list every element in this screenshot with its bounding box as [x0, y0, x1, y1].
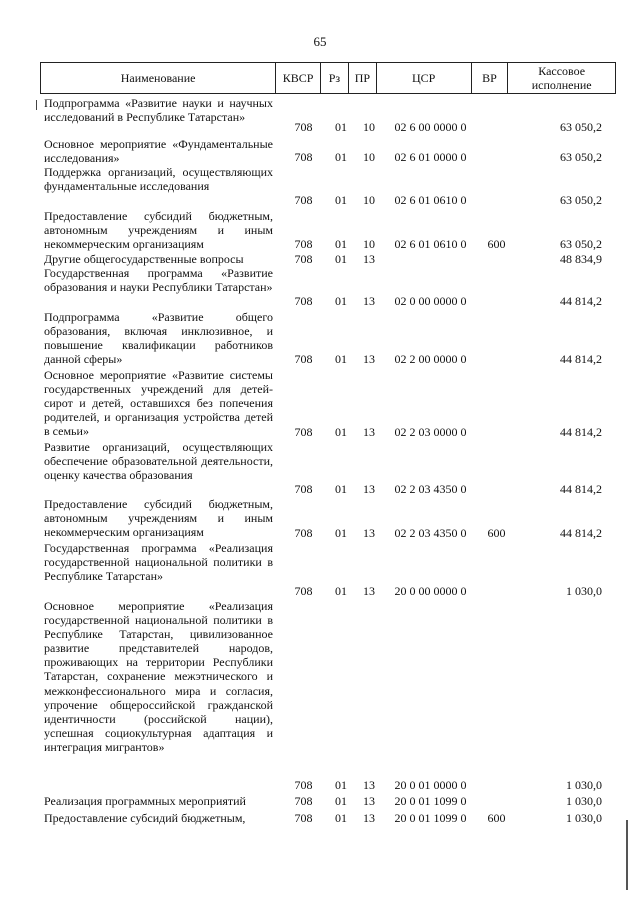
row-kvsr: 708 — [294, 294, 313, 308]
table-row — [0, 440, 640, 496]
row-sum: 63 050,2 — [560, 120, 602, 134]
row-kvsr: 708 — [294, 120, 313, 134]
row-pr: 10 — [363, 237, 375, 251]
table-row — [0, 165, 640, 207]
row-kvsr: 708 — [294, 526, 313, 540]
table-row — [0, 497, 640, 540]
row-kvsr: 708 — [294, 237, 313, 251]
row-sum: 63 050,2 — [560, 237, 602, 251]
row-name: Основное мероприятие «Фундаментальные исследования» — [44, 137, 273, 166]
row-csr: 20 0 00 0000 0 — [394, 584, 467, 598]
row-kvsr: 708 — [294, 584, 313, 598]
row-rz: 01 — [335, 193, 347, 207]
row-kvsr: 708 — [294, 352, 313, 366]
row-csr: 02 6 00 0000 0 — [394, 120, 467, 134]
row-kvsr: 708 — [294, 811, 313, 825]
row-kvsr: 708 — [294, 150, 313, 164]
scan-edge-mark — [626, 820, 628, 890]
row-name: Подпрограмма «Развитие общего образования, включая инклюзивное, и повышение квалификации работников данной сферы» — [44, 310, 273, 367]
column-header-pr: ПР — [349, 63, 377, 93]
row-sum: 44 814,2 — [560, 294, 602, 308]
row-csr: 20 0 01 1099 0 — [394, 811, 467, 825]
row-pr: 10 — [363, 193, 375, 207]
row-sum: 1 030,0 — [566, 584, 602, 598]
column-header-vr: ВР — [472, 63, 509, 93]
row-rz: 01 — [335, 150, 347, 164]
table-row — [0, 137, 640, 164]
row-name: Основное мероприятие «Реализация государственной национальной политики в Республике Татарстан, цивилизованное развитие представителей народов, проживающих на территории Республики Татарстан, сохранение межэтнического и межконфессионального мира и согласия, упрочение общероссийской гражданской идентичности (российской нации), успешная социокультурная адаптация и интеграция мигрантов» — [44, 599, 273, 754]
row-rz: 01 — [335, 352, 347, 366]
row-pr: 13 — [363, 584, 375, 598]
row-vr: 600 — [487, 237, 506, 251]
row-csr: 20 0 01 1099 0 — [394, 794, 467, 808]
column-header-csr: ЦСР — [377, 63, 472, 93]
row-pr: 10 — [363, 120, 375, 134]
row-rz: 01 — [335, 811, 347, 825]
row-kvsr: 708 — [294, 252, 313, 266]
row-name: Предоставление субсидий бюджетным, — [44, 811, 246, 825]
row-csr: 02 6 01 0610 0 — [394, 193, 467, 207]
row-csr: 20 0 01 0000 0 — [394, 778, 467, 792]
row-sum: 44 814,2 — [560, 526, 602, 540]
row-pr: 13 — [363, 526, 375, 540]
row-csr: 02 2 03 4350 0 — [394, 526, 467, 540]
table-row — [0, 599, 640, 792]
row-pr: 13 — [363, 778, 375, 792]
row-sum: 48 834,9 — [560, 252, 602, 266]
row-kvsr: 708 — [294, 778, 313, 792]
page-number: 65 — [313, 34, 327, 49]
table-row — [0, 96, 640, 134]
row-csr: 02 2 03 0000 0 — [394, 425, 467, 439]
row-pr: 13 — [363, 252, 375, 266]
row-pr: 13 — [363, 352, 375, 366]
column-header-cash-execution: Кассовое исполнение — [531, 64, 592, 92]
row-csr: 02 6 01 0610 0 — [394, 237, 467, 251]
row-sum: 44 814,2 — [560, 352, 602, 366]
row-sum: 44 814,2 — [560, 425, 602, 439]
row-name: Развитие организаций, осуществляющих обеспечение образовательной деятельности, оценку качества образования — [44, 440, 273, 483]
row-sum: 63 050,2 — [560, 150, 602, 164]
row-vr: 600 — [487, 811, 506, 825]
table-row — [0, 794, 640, 808]
row-name: Предоставление субсидий бюджетным, автономным учреждениям и иным некоммерческим организациям — [44, 497, 273, 540]
row-name: Реализация программных мероприятий — [44, 794, 246, 808]
row-pr: 13 — [363, 794, 375, 808]
row-rz: 01 — [335, 252, 347, 266]
row-name: Подпрограмма «Развитие науки и научных исследований в Республике Татарстан» — [44, 96, 273, 125]
column-header-kvsr: КВСР — [276, 63, 321, 93]
row-sum: 44 814,2 — [560, 482, 602, 496]
row-rz: 01 — [335, 794, 347, 808]
row-csr: 02 2 03 4350 0 — [394, 482, 467, 496]
row-name: Основное мероприятие «Развитие системы государственных учреждений для детей-сирот и детей, оставшихся без попечения родителей, и организация устройства детей в семьи» — [44, 368, 273, 439]
row-pr: 13 — [363, 294, 375, 308]
table-row — [0, 209, 640, 251]
row-csr: 02 0 00 0000 0 — [394, 294, 467, 308]
row-sum: 1 030,0 — [566, 811, 602, 825]
table-row — [0, 368, 640, 439]
row-rz: 01 — [335, 120, 347, 134]
table-row — [0, 266, 640, 308]
row-name: Предоставление субсидий бюджетным, автономным учреждениям и иным некоммерческим организациям — [44, 209, 273, 252]
column-header-rz: Рз — [321, 63, 349, 93]
row-rz: 01 — [335, 425, 347, 439]
row-rz: 01 — [335, 294, 347, 308]
row-sum: 1 030,0 — [566, 778, 602, 792]
row-rz: 01 — [335, 482, 347, 496]
row-csr: 02 2 00 0000 0 — [394, 352, 467, 366]
row-pr: 13 — [363, 811, 375, 825]
row-name: Другие общегосударственные вопросы — [44, 252, 244, 266]
row-pr: 13 — [363, 425, 375, 439]
row-rz: 01 — [335, 526, 347, 540]
row-name: Поддержка организаций, осуществляющих фундаментальные исследования — [44, 165, 273, 194]
row-kvsr: 708 — [294, 193, 313, 207]
row-pr: 13 — [363, 482, 375, 496]
row-name: Государственная программа «Реализация государственной национальной политики в Республике Татарстан» — [44, 541, 273, 584]
row-rz: 01 — [335, 584, 347, 598]
row-kvsr: 708 — [294, 425, 313, 439]
row-csr: 02 6 01 0000 0 — [394, 150, 467, 164]
row-sum: 1 030,0 — [566, 794, 602, 808]
row-rz: 01 — [335, 237, 347, 251]
row-kvsr: 708 — [294, 482, 313, 496]
table-row — [0, 310, 640, 366]
table-row — [0, 252, 640, 266]
row-vr: 600 — [487, 526, 506, 540]
table-row — [0, 811, 640, 825]
row-rz: 01 — [335, 778, 347, 792]
row-kvsr: 708 — [294, 794, 313, 808]
row-name: Государственная программа «Развитие образования и науки Республики Татарстан» — [44, 266, 273, 295]
row-sum: 63 050,2 — [560, 193, 602, 207]
table-row — [0, 541, 640, 598]
row-pr: 10 — [363, 150, 375, 164]
column-header-name: Наименование — [41, 63, 276, 93]
